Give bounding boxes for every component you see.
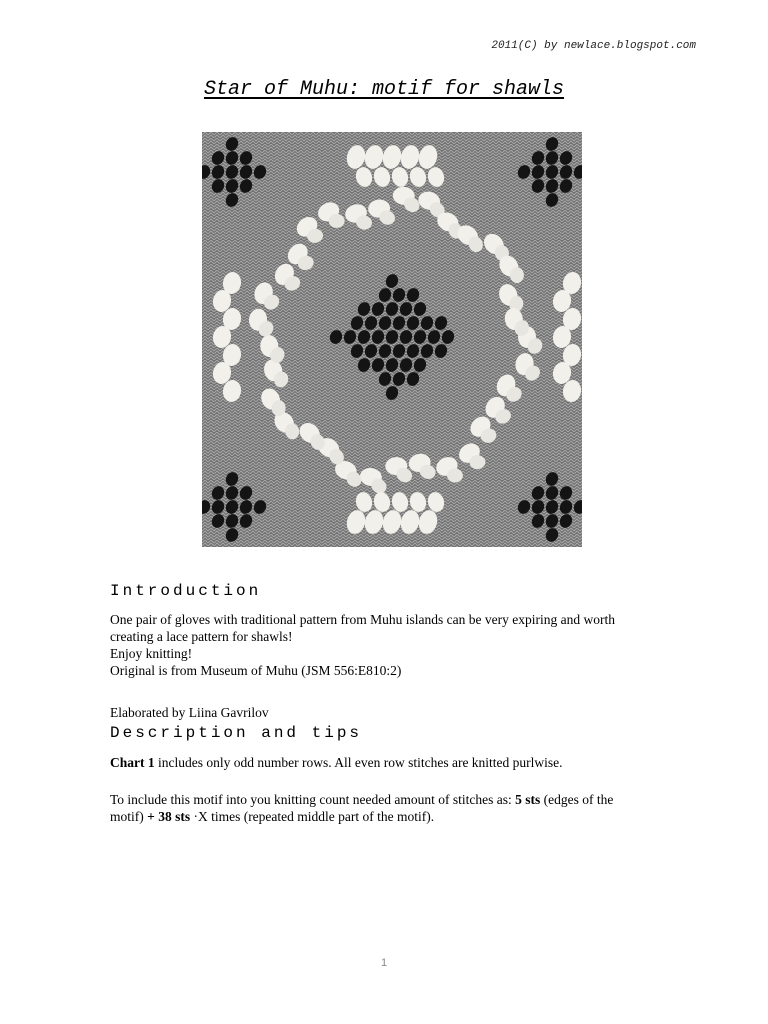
lace-motif-photo xyxy=(202,132,582,547)
count-text: ·X times (repeated middle part of the motif). xyxy=(190,809,435,824)
stitch-count-note xyxy=(110,791,700,825)
edge-stitches: 5 sts xyxy=(515,792,541,807)
intro-line: One pair of gloves with traditional pattern from Muhu islands can be very expiring and worth xyxy=(110,612,615,627)
chart-note xyxy=(110,754,700,771)
header-credit: 2011(C) by newlace.blogspot.com xyxy=(491,40,696,52)
introduction-heading: Introduction xyxy=(110,582,262,600)
page-title: Star of Muhu: motif for shawls xyxy=(203,78,565,101)
lace-motif-image xyxy=(202,132,582,547)
count-text: motif) xyxy=(110,809,148,824)
intro-line: Original is from Museum of Muhu (JSM 556:E810:2) xyxy=(110,663,402,678)
intro-line: Enjoy knitting! xyxy=(110,646,193,661)
chart-label: Chart 1 xyxy=(110,755,155,770)
count-text: To include this motif into you knitting count needed amount of stitches as: xyxy=(110,792,516,807)
count-line-2 xyxy=(110,808,700,825)
author-credit: Elaborated by Liina Gavrilov xyxy=(110,705,269,720)
introduction-text xyxy=(110,611,700,679)
count-line-1 xyxy=(110,791,700,808)
intro-line: creating a lace pattern for shawls! xyxy=(110,629,293,644)
page-number: 1 xyxy=(380,957,388,969)
description-heading: Description and tips xyxy=(110,724,363,742)
count-text: (edges of the xyxy=(540,792,614,807)
repeat-stitches: + 38 sts xyxy=(147,809,191,824)
chart-note-text: includes only odd number rows. All even row stitches are knitted purlwise. xyxy=(154,755,563,770)
